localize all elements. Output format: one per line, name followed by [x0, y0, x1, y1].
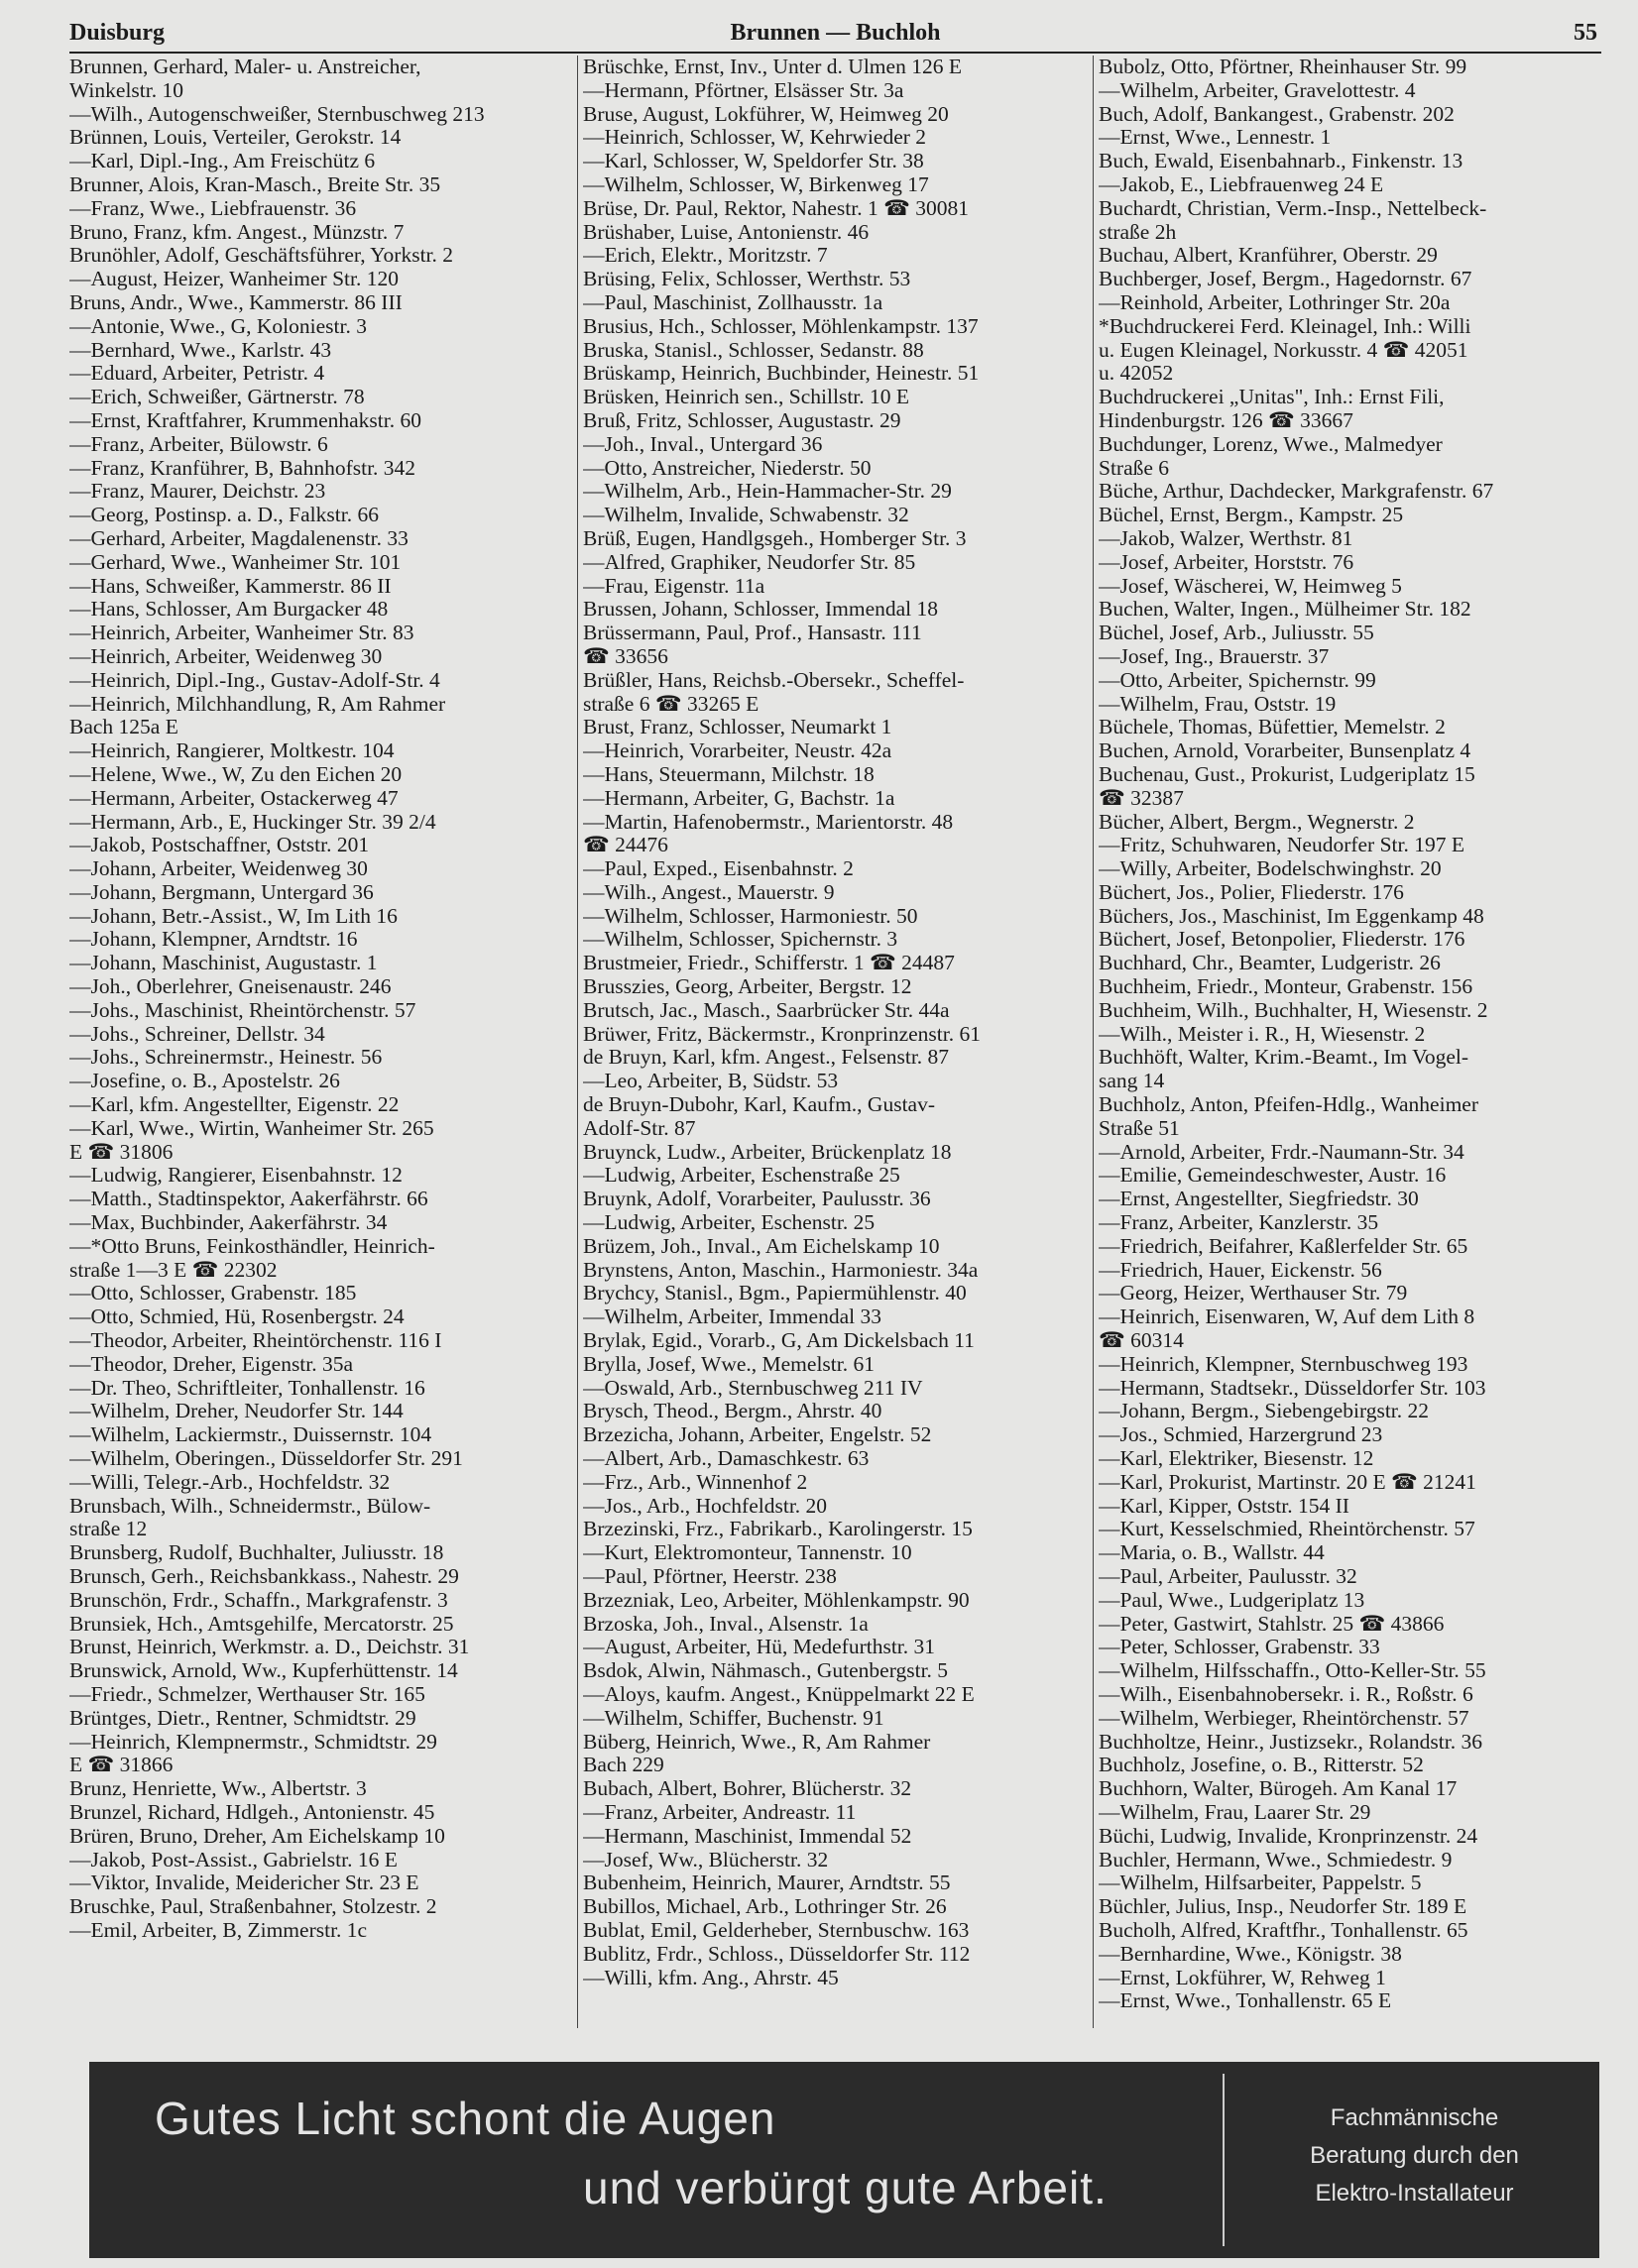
directory-entry-line: —Heinrich, Klempnermstr., Schmidtstr. 29 [69, 1730, 437, 1754]
directory-entry-line: —Karl, Prokurist, Martinstr. 20 E ☎ 21241 [1099, 1470, 1476, 1494]
directory-entry-line: Brüwer, Fritz, Bäckermstr., Kronprinzenstr. 61 [583, 1022, 981, 1046]
directory-entry-line: Brylla, Josef, Wwe., Memelstr. 61 [583, 1352, 875, 1376]
directory-entry-line: Buchen, Walter, Ingen., Mülheimer Str. 182 [1099, 598, 1471, 622]
directory-entry-line: —Gerhard, Wwe., Wanheimer Str. 101 [69, 550, 402, 574]
directory-entry-line: —Peter, Schlosser, Grabenstr. 33 [1099, 1636, 1380, 1659]
directory-entry-line: Bruß, Fritz, Schlosser, Augustastr. 29 [583, 408, 901, 432]
directory-entry-line: —Hermann, Pförtner, Elsässer Str. 3a [583, 78, 904, 102]
directory-entry-line: —Johann, Bergm., Siebengebirgstr. 22 [1099, 1400, 1430, 1423]
directory-entry-line: Brunz, Henriette, Ww., Albertstr. 3 [69, 1777, 367, 1801]
directory-entry-line: —Paul, Pförtner, Heerstr. 238 [583, 1565, 837, 1588]
directory-entry-line: Bruse, August, Lokführer, W, Heimweg 20 [583, 102, 949, 126]
directory-entry-line: —Jos., Arb., Hochfeldstr. 20 [583, 1494, 828, 1518]
directory-entry-line: —Johann, Klempner, Arndtstr. 16 [69, 928, 358, 952]
directory-entry-line: —Otto, Arbeiter, Spichernstr. 99 [1099, 668, 1376, 692]
directory-entry-line: Bucholh, Alfred, Kraftfhr., Tonhallenstr. 65 [1099, 1918, 1468, 1942]
directory-entry-line: —Franz, Arbeiter, Kanzlerstr. 35 [1099, 1211, 1379, 1235]
directory-entry-line: Buchler, Hermann, Wwe., Schmiedestr. 9 [1099, 1848, 1453, 1871]
directory-column-3 [1099, 56, 1599, 2013]
directory-entry-line: Büchi, Ludwig, Invalide, Kronprinzenstr. 24 [1099, 1824, 1478, 1848]
directory-entry-line: —Theodor, Arbeiter, Rheintörchenstr. 116 I [69, 1329, 442, 1353]
directory-entry-line: Bubenheim, Heinrich, Maurer, Arndtstr. 55 [583, 1871, 951, 1895]
directory-entry-line: —Emilie, Gemeindeschwester, Austr. 16 [1099, 1164, 1447, 1188]
directory-entry-line: Brüse, Dr. Paul, Rektor, Nahestr. 1 ☎ 30081 [583, 196, 969, 220]
directory-entry-line: Brunswick, Arnold, Ww., Kupferhüttenstr. 14 [69, 1659, 458, 1683]
directory-entry-line: Brychcy, Stanisl., Bgm., Papiermühlenstr. 40 [583, 1282, 967, 1305]
directory-entry-line: —Franz, Arbeiter, Andreastr. 11 [583, 1800, 857, 1824]
directory-entry-line: Brüskamp, Heinrich, Buchbinder, Heinestr. 51 [583, 362, 980, 386]
ad-side-text [1229, 2099, 1599, 2212]
directory-entry-line: straße 1—3 E ☎ 22302 [69, 1258, 278, 1282]
directory-entry-line: Brüschke, Ernst, Inv., Unter d. Ulmen 126 E [583, 56, 962, 78]
directory-entry-line: —Ludwig, Arbeiter, Eschenstraße 25 [583, 1164, 900, 1188]
directory-entry-line: Brusius, Hch., Schlosser, Möhlenkampstr. 137 [583, 314, 979, 338]
directory-entry-line: —August, Arbeiter, Hü, Medefurthstr. 31 [583, 1636, 936, 1659]
directory-entry-line: Straße 6 [1099, 456, 1170, 480]
directory-entry-line: —Ernst, Lokführer, W, Rehweg 1 [1099, 1966, 1386, 1989]
directory-entry-line: —Arnold, Arbeiter, Frdr.-Naumann-Str. 34 [1099, 1140, 1464, 1164]
directory-entry-line: Brunsbach, Wilh., Schneidermstr., Bülow- [69, 1494, 431, 1518]
directory-entry-line: —Hermann, Stadtsekr., Düsseldorfer Str. 103 [1099, 1376, 1486, 1400]
directory-entry-line: sang 14 [1099, 1070, 1165, 1093]
directory-entry-line: —Frz., Arb., Winnenhof 2 [583, 1470, 808, 1494]
directory-entry-line: —Wilhelm, Schlosser, Harmoniestr. 50 [583, 904, 918, 928]
directory-entry-line: Brusszies, Georg, Arbeiter, Bergstr. 12 [583, 975, 912, 999]
directory-entry-line: —Wilhelm, Frau, Oststr. 19 [1099, 692, 1337, 716]
directory-entry-line: —Bernhardine, Wwe., Königstr. 38 [1099, 1942, 1402, 1966]
directory-entry-line: Buchau, Albert, Kranführer, Oberstr. 29 [1099, 244, 1438, 268]
directory-entry-line: —Theodor, Dreher, Eigenstr. 35a [69, 1352, 354, 1376]
directory-entry-line: —Wilh., Eisenbahnobersekr. i. R., Roßstr. 6 [1099, 1682, 1473, 1706]
ad-side-line-1: Fachmännische [1330, 2104, 1499, 2131]
directory-entry-line: —Oswald, Arb., Sternbuschweg 211 IV [583, 1376, 923, 1400]
directory-entry-line: —Karl, Wwe., Wirtin, Wanheimer Str. 265 [69, 1116, 434, 1140]
directory-entry-line: —Otto, Schmied, Hü, Rosenbergstr. 24 [69, 1305, 405, 1329]
directory-entry-line: —Joh., Oberlehrer, Gneisenaustr. 246 [69, 975, 392, 999]
directory-entry-line: *Buchdruckerei Ferd. Kleinagel, Inh.: Willi [1099, 314, 1471, 338]
directory-entry-line: —Jakob, Walzer, Werthstr. 81 [1099, 526, 1353, 550]
directory-entry-line: —Heinrich, Schlosser, W, Kehrwieder 2 [583, 126, 927, 150]
directory-entry-line: —Willy, Arbeiter, Bodelschwinghstr. 20 [1099, 857, 1442, 881]
directory-entry-line: Bruschke, Paul, Straßenbahner, Stolzestr. 2 [69, 1895, 437, 1919]
directory-entry-line: —Josef, Wäscherei, W, Heimweg 5 [1099, 574, 1402, 598]
directory-entry-line: de Bruyn-Dubohr, Karl, Kaufm., Gustav- [583, 1093, 936, 1117]
directory-entry-line: —Wilhelm, Hilfsschaffn., Otto-Keller-Str. 55 [1099, 1659, 1486, 1683]
directory-entry-line: —Wilh., Angest., Mauerstr. 9 [583, 880, 835, 904]
directory-entry-line: —Karl, Kipper, Oststr. 154 II [1099, 1494, 1349, 1518]
directory-entry-line: de Bruyn, Karl, kfm. Angest., Felsenstr. 87 [583, 1046, 950, 1070]
directory-entry-line: Brunschön, Frdr., Schaffn., Markgrafenstr. 3 [69, 1588, 448, 1612]
directory-entry-line: Bublat, Emil, Gelderheber, Sternbuschw. 163 [583, 1918, 970, 1942]
directory-entry-line: —Hermann, Arbeiter, G, Bachstr. 1a [583, 786, 895, 810]
directory-entry-line: —Heinrich, Eisenwaren, W, Auf dem Lith 8 [1099, 1305, 1475, 1329]
directory-entry-line: straße 6 ☎ 33265 E [583, 692, 760, 716]
directory-entry-line: Brylak, Egid., Vorarb., G, Am Dickelsbach 11 [583, 1329, 975, 1353]
directory-entry-line: —Johs., Maschinist, Rheintörchenstr. 57 [69, 998, 416, 1022]
directory-entry-line: —Otto, Anstreicher, Niederstr. 50 [583, 456, 872, 480]
directory-entry-line: Brustmeier, Friedr., Schifferstr. 1 ☎ 24487 [583, 952, 955, 975]
directory-entry-line: Brüsing, Felix, Schlosser, Werthstr. 53 [583, 268, 911, 291]
directory-entry-line: —Paul, Maschinist, Zollhausstr. 1a [583, 290, 883, 314]
directory-entry-line: Buchenau, Gust., Prokurist, Ludgeriplatz 15 [1099, 762, 1475, 786]
directory-entry-line: ☎ 32387 [1099, 786, 1184, 810]
directory-entry-line: —Alfred, Graphiker, Neudorfer Str. 85 [583, 550, 916, 574]
directory-entry-line: Buchheim, Wilh., Buchhalter, H, Wiesenstr. 2 [1099, 998, 1488, 1022]
directory-entry-line: —Ludwig, Arbeiter, Eschenstr. 25 [583, 1211, 876, 1235]
directory-entry-line: Büchers, Jos., Maschinist, Im Eggenkamp 48 [1099, 904, 1484, 928]
directory-entry-line: —Johann, Betr.-Assist., W, Im Lith 16 [69, 904, 398, 928]
directory-entry-line: Büchler, Julius, Insp., Neudorfer Str. 189 E [1099, 1895, 1467, 1919]
directory-entry-line: —Jakob, Post-Assist., Gabrielstr. 16 E [69, 1848, 398, 1871]
directory-entry-line: Brzoska, Joh., Inval., Alsenstr. 1a [583, 1612, 869, 1636]
directory-entry-line: Buchhöft, Walter, Krim.-Beamt., Im Vogel- [1099, 1046, 1468, 1070]
directory-entry-line: Brust, Franz, Schlosser, Neumarkt 1 [583, 716, 892, 739]
advertisement-banner [89, 2062, 1599, 2258]
directory-entry-line: Buchdunger, Lorenz, Wwe., Malmedyer [1099, 432, 1443, 456]
ad-slogan-line-1: Gutes Licht schont die Augen [155, 2093, 776, 2144]
directory-entry-line: Straße 51 [1099, 1116, 1180, 1140]
directory-entry-line: Brunner, Alois, Kran-Masch., Breite Str. 35 [69, 172, 441, 196]
directory-entry-line: —Karl, Elektriker, Biesenstr. 12 [1099, 1447, 1374, 1471]
directory-entry-line: —Wilhelm, Schiffer, Buchenstr. 91 [583, 1706, 884, 1730]
directory-entry-line: Brunsch, Gerh., Reichsbankkass., Nahestr. 29 [69, 1565, 459, 1588]
directory-entry-line: Buchdruckerei „Unitas", Inh.: Ernst Fili, [1099, 386, 1445, 409]
directory-entry-line: —Martin, Hafenobermstr., Marientorstr. 48 [583, 810, 954, 834]
directory-entry-line: Brzezinski, Frz., Fabrikarb., Karolingerstr. 15 [583, 1518, 973, 1541]
directory-entry-line: Buchardt, Christian, Verm.-Insp., Nettelbeck- [1099, 196, 1487, 220]
ad-side-line-3: Elektro-Installateur [1315, 2180, 1514, 2207]
directory-entry-line: Brunsberg, Rudolf, Buchhalter, Juliusstr. 18 [69, 1541, 444, 1565]
directory-entry-line: —Willi, Telegr.-Arb., Hochfeldstr. 32 [69, 1470, 391, 1494]
directory-entry-line: —Heinrich, Milchhandlung, R, Am Rahmer [69, 692, 446, 716]
directory-entry-line: Buch, Ewald, Eisenbahnarb., Finkenstr. 13 [1099, 150, 1463, 173]
directory-entry-line: —Ernst, Angestellter, Siegfriedstr. 30 [1099, 1188, 1419, 1211]
directory-entry-line: Bruska, Stanisl., Schlosser, Sedanstr. 88 [583, 338, 924, 362]
directory-entry-line: Bublitz, Frdr., Schloss., Düsseldorfer Str. 112 [583, 1942, 971, 1966]
directory-entry-line: —Helene, Wwe., W, Zu den Eichen 20 [69, 762, 403, 786]
directory-entry-line: Buchheim, Friedr., Monteur, Grabenstr. 156 [1099, 975, 1473, 999]
ad-divider [1223, 2074, 1225, 2246]
directory-entry-line: —Johs., Schreinermstr., Heinestr. 56 [69, 1046, 383, 1070]
directory-entry-line: Bruns, Andr., Wwe., Kammerstr. 86 III [69, 290, 403, 314]
directory-entry-line: —Wilhelm, Arbeiter, Immendal 33 [583, 1305, 881, 1329]
ad-slogan-line-2: und verbürgt gute Arbeit. [583, 2162, 1108, 2213]
directory-entry-line: Brzezicha, Johann, Arbeiter, Engelstr. 52 [583, 1423, 932, 1447]
directory-entry-line: Büchele, Thomas, Büfettier, Memelstr. 2 [1099, 716, 1446, 739]
directory-entry-line: Büchert, Jos., Polier, Fliederstr. 176 [1099, 880, 1404, 904]
directory-entry-line: —Friedr., Schmelzer, Werthauser Str. 165 [69, 1682, 425, 1706]
directory-entry-line: —Hans, Steuermann, Milchstr. 18 [583, 762, 875, 786]
directory-entry-line: Bruynck, Ludw., Arbeiter, Brückenplatz 18 [583, 1140, 952, 1164]
directory-entry-line: Brüren, Bruno, Dreher, Am Eichelskamp 10 [69, 1824, 445, 1848]
directory-entry-line: Hindenburgstr. 126 ☎ 33667 [1099, 408, 1353, 432]
directory-entry-line: —Antonie, Wwe., G, Koloniestr. 3 [69, 314, 367, 338]
directory-entry-line: —Kurt, Kesselschmied, Rheintörchenstr. 57 [1099, 1518, 1475, 1541]
directory-entry-line: —Johs., Schreiner, Dellstr. 34 [69, 1022, 325, 1046]
page-header [69, 14, 1601, 54]
directory-entry-line: —Johann, Bergmann, Untergard 36 [69, 880, 374, 904]
directory-entry-line: —Emil, Arbeiter, B, Zimmerstr. 1c [69, 1918, 368, 1942]
directory-entry-line: ☎ 60314 [1099, 1329, 1184, 1353]
directory-entry-line: —Otto, Schlosser, Grabenstr. 185 [69, 1282, 357, 1305]
directory-entry-line: Büberg, Heinrich, Wwe., R, Am Rahmer [583, 1730, 931, 1754]
directory-entry-line: —Erich, Schweißer, Gärtnerstr. 78 [69, 386, 365, 409]
directory-entry-line: Brüzem, Joh., Inval., Am Eichelskamp 10 [583, 1234, 940, 1258]
directory-entry-line: —Franz, Arbeiter, Bülowstr. 6 [69, 432, 328, 456]
directory-entry-line: —Albert, Arb., Damaschkestr. 63 [583, 1447, 870, 1471]
directory-entry-line: —Heinrich, Klempner, Sternbuschweg 193 [1099, 1352, 1468, 1376]
directory-entry-line: —Franz, Wwe., Liebfrauenstr. 36 [69, 196, 357, 220]
directory-entry-line: —Friedrich, Beifahrer, Kaßlerfelder Str. 65 [1099, 1234, 1468, 1258]
directory-entry-line: —Ernst, Wwe., Tonhallenstr. 65 E [1099, 1989, 1392, 2013]
directory-entry-line: Bücher, Albert, Bergm., Wegnerstr. 2 [1099, 810, 1415, 834]
directory-entry-line: Brunnen, Gerhard, Maler- u. Anstreicher, [69, 56, 421, 78]
directory-entry-line: —Georg, Heizer, Werthauser Str. 79 [1099, 1282, 1408, 1305]
directory-entry-line: —Wilhelm, Hilfsarbeiter, Pappelstr. 5 [1099, 1871, 1422, 1895]
directory-entry-line: E ☎ 31806 [69, 1140, 174, 1164]
page-number: 55 [1574, 20, 1597, 46]
directory-entry-line: —Heinrich, Arbeiter, Weidenweg 30 [69, 644, 383, 668]
directory-entry-line: Brynstens, Anton, Maschin., Harmoniestr. 34a [583, 1258, 979, 1282]
directory-entry-line: —Paul, Wwe., Ludgeriplatz 13 [1099, 1588, 1365, 1612]
directory-entry-line: Buchholz, Anton, Pfeifen-Hdlg., Wanheimer [1099, 1093, 1479, 1117]
directory-entry-line: straße 12 [69, 1518, 148, 1541]
directory-entry-line: —Franz, Kranführer, B, Bahnhofstr. 342 [69, 456, 416, 480]
directory-entry-line: —Jakob, E., Liebfrauenweg 24 E [1099, 172, 1384, 196]
directory-entry-line: —*Otto Bruns, Feinkosthändler, Heinrich- [69, 1234, 435, 1258]
directory-entry-line: Brüsken, Heinrich sen., Schillstr. 10 E [583, 386, 910, 409]
directory-entry-line: Büchert, Josef, Betonpolier, Fliederstr. 176 [1099, 928, 1465, 952]
directory-entry-line: Brutsch, Jac., Masch., Saarbrücker Str. 44a [583, 998, 950, 1022]
directory-entry-line: Bubillos, Michael, Arb., Lothringer Str. 26 [583, 1895, 947, 1919]
directory-entry-line: —Ludwig, Rangierer, Eisenbahnstr. 12 [69, 1164, 403, 1188]
directory-entry-line: —Wilhelm, Arb., Hein-Hammacher-Str. 29 [583, 480, 952, 504]
directory-entry-line: —Wilh., Meister i. R., H, Wiesenstr. 2 [1099, 1022, 1426, 1046]
directory-entry-line: —Wilhelm, Schlosser, Spichernstr. 3 [583, 928, 898, 952]
ad-side-line-2: Beratung durch den [1310, 2142, 1519, 2169]
directory-entry-line: —Erich, Elektr., Moritzstr. 7 [583, 244, 828, 268]
directory-entry-line: —Josef, Arbeiter, Horststr. 76 [1099, 550, 1354, 574]
directory-entry-line: Brüssermann, Paul, Prof., Hansastr. 111 [583, 622, 922, 645]
directory-entry-line: —Jos., Schmied, Harzergrund 23 [1099, 1423, 1383, 1447]
directory-entry-line: E ☎ 31866 [69, 1754, 174, 1777]
directory-entry-line: —Jakob, Postschaffner, Oststr. 201 [69, 834, 370, 857]
directory-entry-line: —Heinrich, Vorarbeiter, Neustr. 42a [583, 739, 892, 763]
directory-entry-line: —Kurt, Elektromonteur, Tannenstr. 10 [583, 1541, 912, 1565]
directory-entry-line: Bubolz, Otto, Pförtner, Rheinhauser Str. 99 [1099, 56, 1467, 78]
directory-entry-line: —Leo, Arbeiter, B, Südstr. 53 [583, 1070, 839, 1093]
directory-entry-line: Adolf-Str. 87 [583, 1116, 696, 1140]
directory-entry-line: —Joh., Inval., Untergard 36 [583, 432, 823, 456]
directory-entry-line: —Reinhold, Arbeiter, Lothringer Str. 20a [1099, 290, 1451, 314]
directory-entry-line: —Wilhelm, Werbieger, Rheintörchenstr. 57 [1099, 1706, 1469, 1730]
directory-entry-line: Buchhorn, Walter, Bürogeh. Am Kanal 17 [1099, 1777, 1458, 1801]
directory-entry-line: Brüß, Eugen, Handlgsgeh., Homberger Str. 3 [583, 526, 967, 550]
directory-entry-line: ☎ 33656 [583, 644, 668, 668]
directory-entry-line: Brünnen, Louis, Verteiler, Gerokstr. 14 [69, 126, 402, 150]
directory-entry-line: straße 2h [1099, 220, 1177, 244]
directory-entry-line: —Heinrich, Arbeiter, Wanheimer Str. 83 [69, 622, 414, 645]
directory-entry-line: —Josefine, o. B., Apostelstr. 26 [69, 1070, 340, 1093]
directory-entry-line: —Karl, Schlosser, W, Speldorfer Str. 38 [583, 150, 924, 173]
directory-entry-line: Bruynk, Adolf, Vorarbeiter, Paulusstr. 36 [583, 1188, 931, 1211]
directory-column-1 [69, 56, 570, 1943]
directory-entry-line: Brüßler, Hans, Reichsb.-Obersekr., Scheffel- [583, 668, 965, 692]
directory-entry-line: Buch, Adolf, Bankangest., Grabenstr. 202 [1099, 102, 1455, 126]
directory-entry-line: —Paul, Arbeiter, Paulusstr. 32 [1099, 1565, 1357, 1588]
directory-entry-line: —Hermann, Arb., E, Huckinger Str. 39 2/4 [69, 810, 436, 834]
directory-entry-line: —Georg, Postinsp. a. D., Falkstr. 66 [69, 504, 379, 527]
directory-entry-line: Brunzel, Richard, Hdlgeh., Antonienstr. 45 [69, 1800, 435, 1824]
directory-entry-line: —Wilhelm, Oberingen., Düsseldorfer Str. 291 [69, 1447, 463, 1471]
directory-entry-line: —Josef, Ing., Brauerstr. 37 [1099, 644, 1330, 668]
directory-entry-line: Bsdok, Alwin, Nähmasch., Gutenbergstr. 5 [583, 1659, 949, 1683]
directory-entry-line: Brüntges, Dietr., Rentner, Schmidtstr. 29 [69, 1706, 416, 1730]
directory-entry-line: —Willi, kfm. Ang., Ahrstr. 45 [583, 1966, 839, 1989]
directory-entry-line: Büchel, Josef, Arb., Juliusstr. 55 [1099, 622, 1374, 645]
directory-entry-line: Brussen, Johann, Schlosser, Immendal 18 [583, 598, 939, 622]
directory-entry-line: —Josef, Ww., Blücherstr. 32 [583, 1848, 829, 1871]
directory-entry-line: u. 42052 [1099, 362, 1174, 386]
directory-entry-line: Brunst, Heinrich, Werkmstr. a. D., Deichstr. 31 [69, 1636, 470, 1659]
directory-entry-line: —Gerhard, Arbeiter, Magdalenenstr. 33 [69, 526, 409, 550]
directory-entry-line: —Franz, Maurer, Deichstr. 23 [69, 480, 326, 504]
directory-entry-line: —Hermann, Arbeiter, Ostackerweg 47 [69, 786, 399, 810]
directory-entry-line: —Heinrich, Rangierer, Moltkestr. 104 [69, 739, 395, 763]
directory-entry-line: Buchhard, Chr., Beamter, Ludgeristr. 26 [1099, 952, 1441, 975]
directory-entry-line: Buchberger, Josef, Bergm., Hagedornstr. 67 [1099, 268, 1472, 291]
directory-entry-line: —Hans, Schweißer, Kammerstr. 86 II [69, 574, 392, 598]
directory-entry-line: Brüshaber, Luise, Antonienstr. 46 [583, 220, 870, 244]
directory-entry-line: —Ernst, Wwe., Lennestr. 1 [1099, 126, 1332, 150]
directory-entry-line: Büche, Arthur, Dachdecker, Markgrafenstr. 67 [1099, 480, 1494, 504]
directory-entry-line: —Peter, Gastwirt, Stahlstr. 25 ☎ 43866 [1099, 1612, 1445, 1636]
directory-entry-line: —Heinrich, Dipl.-Ing., Gustav-Adolf-Str. 4 [69, 668, 440, 692]
directory-entry-line: —Wilh., Autogenschweißer, Sternbuschweg 213 [69, 102, 485, 126]
directory-entry-line: —Frau, Eigenstr. 11a [583, 574, 765, 598]
directory-entry-line: Buchholtze, Heinr., Justizsekr., Rolandstr. 36 [1099, 1730, 1482, 1754]
directory-column-2 [583, 56, 1084, 1989]
directory-entry-line: Bubach, Albert, Bohrer, Blücherstr. 32 [583, 1777, 912, 1801]
directory-entry-line: Winkelstr. 10 [69, 78, 183, 102]
header-name-range: Brunnen — Buchloh [730, 20, 941, 46]
directory-entry-line: —Aloys, kaufm. Angest., Knüppelmarkt 22 E [583, 1682, 975, 1706]
directory-entry-line: —Wilhelm, Lackiermstr., Duissernstr. 104 [69, 1423, 432, 1447]
column-divider [1093, 56, 1094, 2028]
directory-entry-line: Buchen, Arnold, Vorarbeiter, Bunsenplatz 4 [1099, 739, 1471, 763]
directory-entry-line: Bach 229 [583, 1754, 664, 1777]
directory-entry-line: Büchel, Ernst, Bergm., Kampstr. 25 [1099, 504, 1404, 527]
directory-entry-line: —Ernst, Kraftfahrer, Krummenhakstr. 60 [69, 408, 421, 432]
directory-entry-line: —Wilhelm, Schlosser, W, Birkenweg 17 [583, 172, 929, 196]
directory-entry-line: —Eduard, Arbeiter, Petristr. 4 [69, 362, 325, 386]
directory-entry-line: —August, Heizer, Wanheimer Str. 120 [69, 268, 399, 291]
header-city: Duisburg [69, 20, 166, 46]
directory-entry-line: ☎ 24476 [583, 834, 668, 857]
directory-entry-line: —Maria, o. B., Wallstr. 44 [1099, 1541, 1325, 1565]
directory-entry-line: —Max, Buchbinder, Aakerfährstr. 34 [69, 1211, 388, 1235]
directory-entry-line: —Paul, Exped., Eisenbahnstr. 2 [583, 857, 854, 881]
directory-entry-line: —Fritz, Schuhwaren, Neudorfer Str. 197 E [1099, 834, 1465, 857]
directory-entry-line: —Wilhelm, Frau, Laarer Str. 29 [1099, 1800, 1371, 1824]
directory-entry-line: —Karl, kfm. Angestellter, Eigenstr. 22 [69, 1093, 400, 1117]
directory-entry-line: —Hans, Schlosser, Am Burgacker 48 [69, 598, 389, 622]
directory-entry-line: —Johann, Maschinist, Augustastr. 1 [69, 952, 378, 975]
directory-entry-line: Bach 125a E [69, 716, 178, 739]
directory-entry-line: —Johann, Arbeiter, Weidenweg 30 [69, 857, 368, 881]
directory-entry-line: u. Eugen Kleinagel, Norkusstr. 4 ☎ 42051 [1099, 338, 1468, 362]
directory-entry-line: Bruno, Franz, kfm. Angest., Münzstr. 7 [69, 220, 405, 244]
directory-entry-line: —Bernhard, Wwe., Karlstr. 43 [69, 338, 332, 362]
directory-entry-line: —Matth., Stadtinspektor, Aakerfährstr. 66 [69, 1188, 428, 1211]
directory-entry-line: —Friedrich, Hauer, Eickenstr. 56 [1099, 1258, 1382, 1282]
directory-entry-line: —Hermann, Maschinist, Immendal 52 [583, 1824, 912, 1848]
column-divider [577, 56, 578, 2028]
directory-entry-line: Brunsiek, Hch., Amtsgehilfe, Mercatorstr. 25 [69, 1612, 454, 1636]
directory-entry-line: —Karl, Dipl.-Ing., Am Freischütz 6 [69, 150, 376, 173]
directory-entry-line: Brunöhler, Adolf, Geschäftsführer, Yorkstr. 2 [69, 244, 454, 268]
directory-entry-line: —Viktor, Invalide, Meidericher Str. 23 E [69, 1871, 419, 1895]
directory-entry-line: —Wilhelm, Arbeiter, Gravelottestr. 4 [1099, 78, 1416, 102]
directory-entry-line: —Dr. Theo, Schriftleiter, Tonhallenstr. 16 [69, 1376, 425, 1400]
directory-entry-line: —Wilhelm, Invalide, Schwabenstr. 32 [583, 504, 909, 527]
directory-entry-line: —Wilhelm, Dreher, Neudorfer Str. 144 [69, 1400, 404, 1423]
directory-entry-line: Brysch, Theod., Bergm., Ahrstr. 40 [583, 1400, 882, 1423]
directory-entry-line: Buchholz, Josefine, o. B., Ritterstr. 52 [1099, 1754, 1424, 1777]
directory-entry-line: Brzezniak, Leo, Arbeiter, Möhlenkampstr. 90 [583, 1588, 970, 1612]
